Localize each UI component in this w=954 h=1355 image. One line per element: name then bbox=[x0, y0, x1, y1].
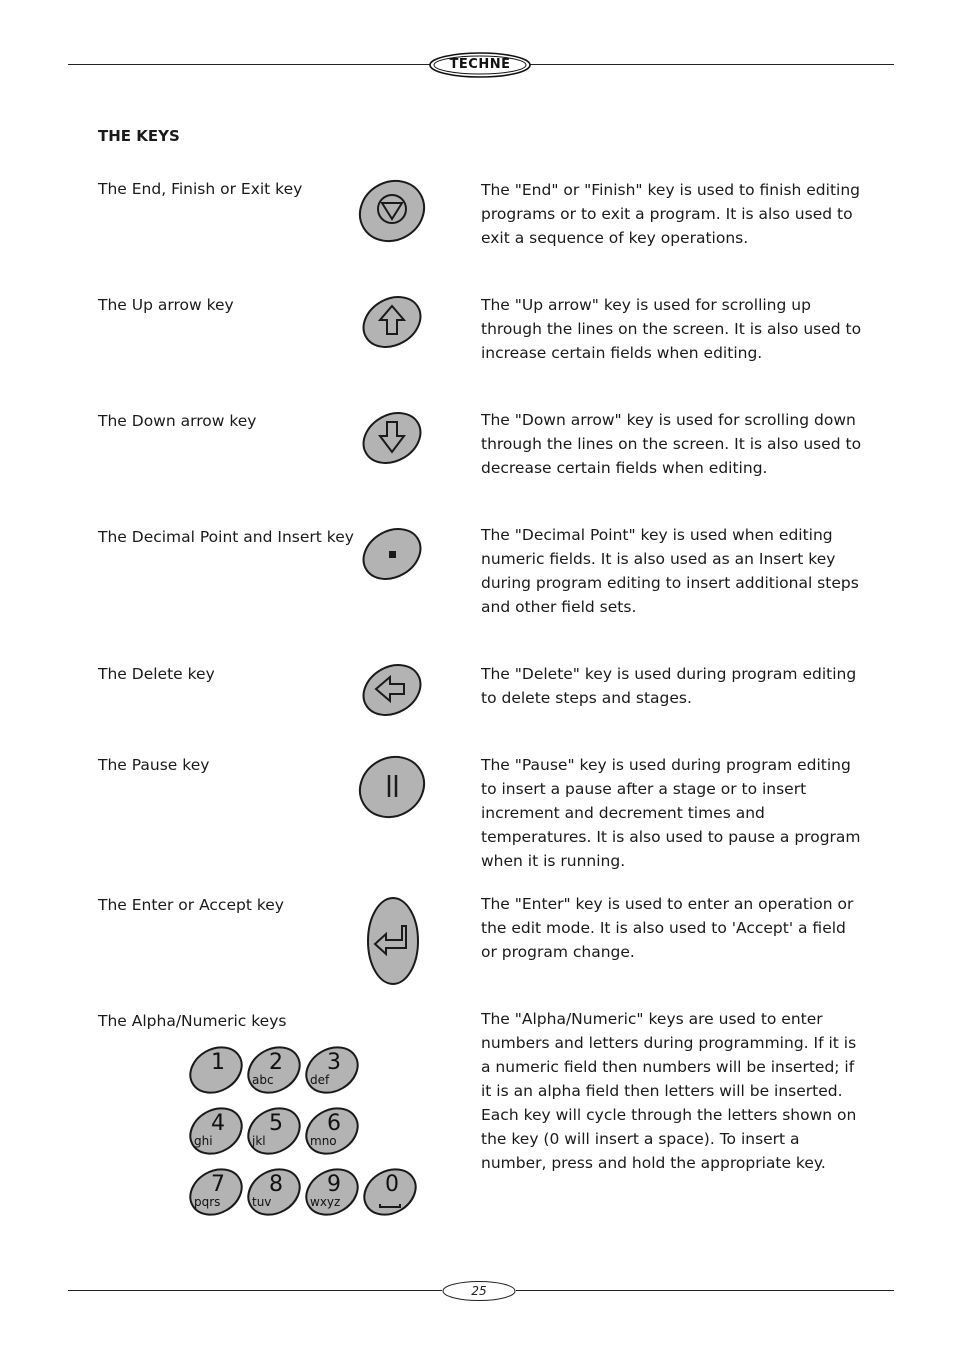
keypad-key-2 bbox=[244, 1044, 304, 1096]
keypad-letters: wxyz bbox=[310, 1195, 341, 1209]
delete-key-icon bbox=[358, 662, 426, 718]
techne-logo bbox=[428, 51, 532, 79]
keypad-digit: 5 bbox=[269, 1111, 283, 1136]
keypad-key-8 bbox=[244, 1166, 304, 1218]
key-label-down: The Down arrow key bbox=[98, 412, 257, 430]
end-key-icon bbox=[354, 178, 430, 244]
keypad-key-0 bbox=[360, 1166, 420, 1218]
key-description-up: The "Up arrow" key is used for scrolling up through the lines on the screen. It is also used to increase certain fields when editing. bbox=[481, 296, 862, 362]
keypad-key-9 bbox=[302, 1166, 362, 1218]
key-label-delete: The Delete key bbox=[98, 665, 215, 683]
keypad-digit: 8 bbox=[269, 1172, 283, 1197]
key-description-down: The "Down arrow" key is used for scrolling down through the lines on the screen. It is also used to decrease certain fields when editing. bbox=[481, 411, 862, 477]
keypad-digit: 4 bbox=[211, 1111, 225, 1136]
keypad-letters: def bbox=[310, 1073, 330, 1087]
keypad-key-6 bbox=[302, 1105, 362, 1157]
keypad-key-7 bbox=[186, 1166, 246, 1218]
header-rule-right bbox=[530, 64, 894, 65]
footer-rule-right bbox=[516, 1290, 894, 1291]
keypad-letters: tuv bbox=[252, 1195, 272, 1209]
page-number: 25 bbox=[471, 1284, 487, 1298]
keypad-digit: 7 bbox=[211, 1172, 225, 1197]
keypad-digit: 2 bbox=[269, 1050, 283, 1075]
key-label-enter: The Enter or Accept key bbox=[98, 896, 284, 914]
pause-key-icon bbox=[354, 754, 430, 820]
footer-rule-left bbox=[68, 1290, 442, 1291]
logo-text: TECHNE bbox=[449, 57, 511, 72]
enter-key-icon bbox=[364, 894, 422, 988]
key-label-up: The Up arrow key bbox=[98, 296, 234, 314]
decimal-point-key-icon bbox=[358, 526, 426, 582]
key-label-alphanumeric: The Alpha/Numeric keys bbox=[98, 1012, 287, 1030]
keypad-key-1 bbox=[186, 1044, 246, 1096]
keypad-key-3 bbox=[302, 1044, 362, 1096]
keypad-letters: mno bbox=[310, 1134, 337, 1148]
keypad-letters: abc bbox=[252, 1073, 274, 1087]
key-description-end: The "End" or "Finish" key is used to finish editing programs or to exit a program. It is also used to exit a sequence of key operations. bbox=[481, 181, 860, 247]
section-title: THE KEYS bbox=[98, 127, 180, 145]
key-description-enter: The "Enter" key is used to enter an operation or the edit mode. It is also used to 'Accept' a field or program change. bbox=[481, 895, 854, 961]
key-description-delete: The "Delete" key is used during program editing to delete steps and stages. bbox=[481, 665, 857, 707]
key-label-pause: The Pause key bbox=[98, 756, 210, 774]
key-label-end: The End, Finish or Exit key bbox=[98, 180, 303, 198]
keypad-digit: 9 bbox=[327, 1172, 341, 1197]
header-rule-left bbox=[68, 64, 430, 65]
keypad-letters: ghi bbox=[194, 1134, 213, 1148]
keypad-letters: pqrs bbox=[194, 1195, 221, 1209]
down-arrow-key-icon bbox=[358, 410, 426, 466]
key-description-pause: The "Pause" key is used during program editing to insert a pause after a stage or to insert increment and decrement times and temperatures. It is also used to pause a program when it is running. bbox=[481, 756, 861, 870]
key-label-decimal: The Decimal Point and Insert key bbox=[98, 528, 354, 546]
up-arrow-key-icon bbox=[358, 294, 426, 350]
key-description-alphanumeric: The "Alpha/Numeric" keys are used to enter numbers and letters during programming. If it is a numeric field then numbers will be inserted; if it is an alpha field then letters will be inserted. Each key will cycle through the letters shown on the key (0 will insert a space). To insert a number, press and hold the appropriate key. bbox=[481, 1010, 857, 1172]
keypad-digit: 1 bbox=[211, 1050, 225, 1075]
keypad-digit: 3 bbox=[327, 1050, 341, 1075]
keypad-key-5 bbox=[244, 1105, 304, 1157]
keypad-digit: 6 bbox=[327, 1111, 341, 1136]
keypad-letters: jkl bbox=[252, 1134, 266, 1148]
page-number-badge bbox=[441, 1280, 517, 1302]
keypad-digit: 0 bbox=[385, 1172, 399, 1197]
keypad-key-4 bbox=[186, 1105, 246, 1157]
alphanumeric-keypad-icon bbox=[186, 1044, 426, 1224]
key-description-decimal: The "Decimal Point" key is used when editing numeric fields. It is also used as an Insert key during program editing to insert additional steps and other field sets. bbox=[481, 526, 859, 616]
